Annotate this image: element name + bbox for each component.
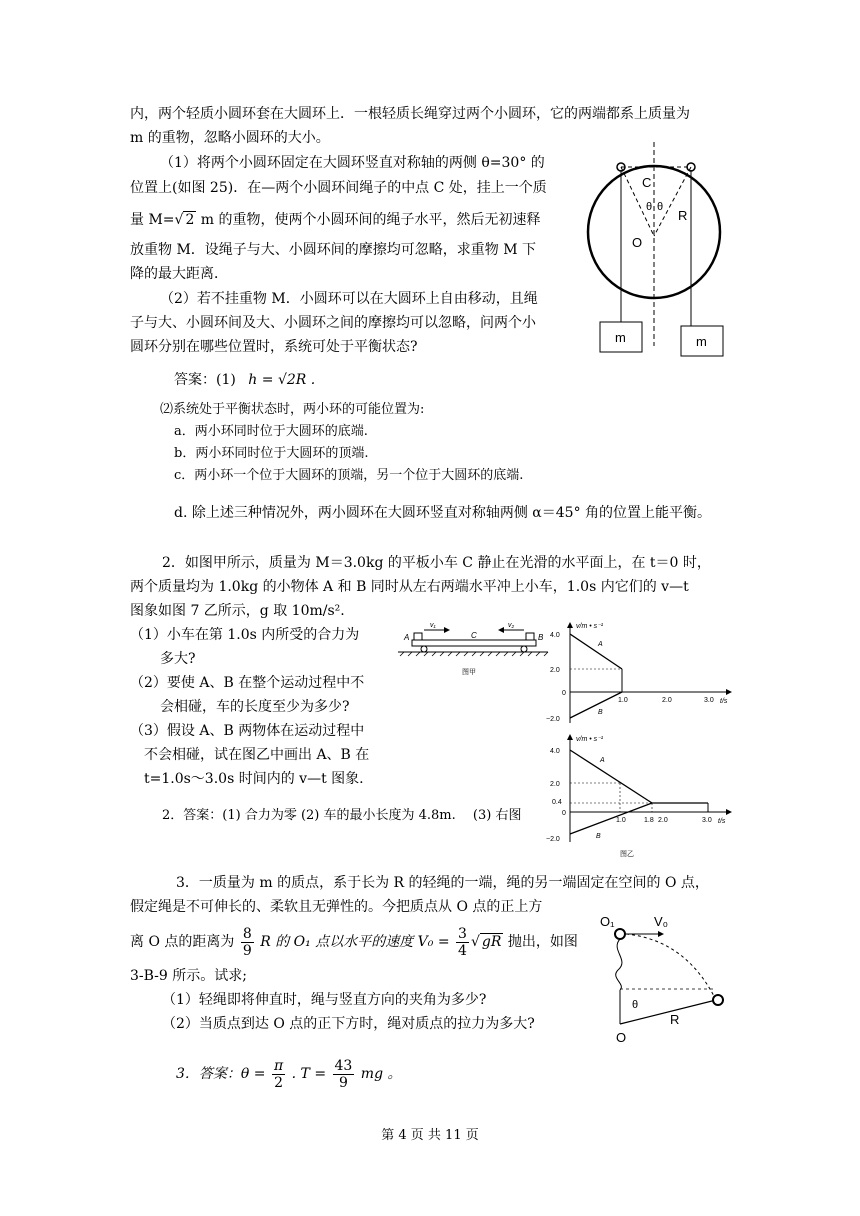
p3-pi-num: π (273, 1057, 284, 1074)
p3-q2: （2）当质点到达 O 点的正下方时，绳对质点的拉力为多大? (162, 1016, 535, 1032)
g1-label-a: A (598, 641, 603, 648)
g1-y-arrow (567, 622, 573, 628)
g1-line-b (570, 692, 622, 718)
ring-figure (584, 140, 734, 362)
p3-line1: 3．一质量为 m 的质点，系于长为 R 的轻绳的一端，绳的另一端固定在空间的 O 点， (176, 875, 709, 891)
ground-hatch (400, 652, 548, 656)
label-m-left: m (615, 330, 626, 345)
label-o: O (632, 235, 643, 250)
cart-label-v2: v₂ (508, 622, 515, 629)
vt-graph-answer (540, 730, 740, 860)
g2-tick-2: 2.0 (550, 781, 560, 788)
g1-tick-0: 0 (562, 690, 566, 697)
particle-end (713, 995, 723, 1005)
g1-tick-3s: 3.0 (704, 697, 714, 704)
p3-fraction-8-9 (241, 926, 254, 959)
p2-q3-line3: t=1.0s～3.0s 时间内的 v—t 图象. (144, 771, 364, 787)
cart-label-b: B (538, 633, 544, 642)
p3-t-num: 43 (334, 1057, 353, 1074)
cart-wheel-right (521, 646, 527, 652)
p3-answer-pi-frac (272, 1058, 285, 1091)
p3-radicand: gR (481, 934, 502, 950)
label-m-right: m (696, 334, 707, 349)
p3-vfrac-den: 4 (458, 942, 467, 959)
p1-answer2-intro: ⑵系统处于平衡状态时，两小环的可能位置为: (160, 402, 425, 417)
p1-q1-mass-radicand: 2 (185, 212, 195, 228)
p3-answer-prefix: 3．答案：θ = (176, 1066, 266, 1082)
arrow-v1-head (444, 627, 450, 633)
cart-label-a: A (404, 633, 410, 642)
p3-line3-suffix: 抛出，如图 (507, 934, 578, 950)
page-footer: 第 4 页 共 11 页 (381, 1128, 479, 1143)
p3-vfrac-num: 3 (458, 925, 467, 942)
cart-label-v1: v₁ (430, 622, 436, 629)
p2-q1-line2: 多大? (160, 651, 196, 667)
g2-tick-minus2: −2.0 (546, 836, 560, 843)
label-theta-left: θ (646, 201, 653, 213)
vt-graph-given (540, 618, 740, 730)
p3-frac-num: 8 (242, 925, 252, 942)
block-a (414, 633, 422, 640)
g2-ylabel: v/m • s⁻¹ (576, 736, 604, 743)
block-b (526, 633, 534, 640)
g2-label-a: A (600, 757, 605, 764)
cart-caption: 图甲 (462, 669, 476, 676)
p2-q2-line1: （2）要使 A、B 在整个运动过程中不 (130, 675, 365, 691)
g1-tick-4: 4.0 (550, 632, 560, 639)
p1-q1-mass-suffix: m 的重物，使两个小圆环间的绳子水平，然后无初速释 (196, 212, 541, 228)
cart-board (412, 640, 536, 646)
g2-x-arrow (726, 809, 732, 815)
cart-wheel-left (421, 646, 427, 652)
g2-tick-2s: 2.0 (658, 817, 668, 824)
p1-intro-line1: 内，两个轻质小圆环套在大圆环上．一根轻质长绳穿过两个小圆环，它的两端都系上质量为 (130, 106, 690, 122)
p1-q2-line3: 圆环分别在哪些位置时，系统可处于平衡状态? (130, 339, 418, 355)
arrow-v2-head (498, 627, 504, 633)
g2-tick-04: 0.4 (552, 799, 562, 806)
label-c: C (642, 175, 652, 190)
p1-answer-formula: h = √2R . (248, 372, 316, 388)
g1-ylabel: v/m • s⁻¹ (576, 623, 604, 630)
p2-answer: 2．答案：(1) 合力为零 (2) 车的最小长度为 4.8m. (3) 右图 (162, 808, 522, 823)
p3-fraction-3-4 (456, 926, 469, 959)
g2-tick-0: 0 (562, 810, 566, 817)
p1-q1-mass-prefix: 量 M= (130, 212, 175, 228)
g1-label-b: B (598, 709, 603, 716)
p3-line3: 离 O 点的距离为 $\frac{8}{9}$ R 的 O₁ 点以水平的速度 V₀ = $\frac{3}{4}$ √ gR 抛出，如图 (130, 925, 578, 959)
p3-frac-den: 9 (242, 942, 252, 959)
p1-answer2-c: c．两小环一个位于大圆环的顶端，另一个位于大圆环的底端. (174, 468, 524, 483)
p1-q1-line4: 放重物 M．设绳子与大、小圆环间的摩擦均可忽略，求重物 M 下 (130, 242, 537, 258)
velocity-arrow-head (658, 931, 664, 937)
label-r: R (678, 208, 688, 223)
g2-line-b (570, 803, 652, 834)
cart-label-c: C (471, 631, 477, 640)
p3-pi-den: 2 (274, 1074, 284, 1091)
p3-line2: 假定绳是不可伸长的、柔软且无弹性的。今把质点从 O 点的正上方 (130, 899, 543, 915)
p1-q1-line2: 位置上(如图 25)．在—两个小圆环间绳子的中点 C 处，挂上一个质 (130, 180, 547, 196)
g1-x-arrow (726, 689, 732, 695)
p1-answer2-d: d. 除上述三种情况外，两小圆环在大圆环竖直对称轴两侧 α＝45° 角的位置上能平衡。 (174, 505, 712, 521)
p1-answer1 (174, 370, 315, 390)
g2-caption: 图乙 (620, 851, 634, 858)
fig-label-r: R (670, 1012, 680, 1027)
fig-label-o: O (616, 1030, 627, 1045)
g1-tick-minus2: −2.0 (546, 716, 560, 723)
p3-t-den: 9 (338, 1074, 348, 1091)
p1-answer2-b: b．两小环同时位于大圆环的顶端. (174, 446, 369, 461)
g1-xlabel: t/s (720, 698, 728, 705)
p2-q3-line1: （3）假设 A、B 两物体在运动过程中 (130, 723, 365, 739)
p3-answer-suffix: mg 。 (360, 1066, 402, 1082)
g2-tick-1s: 1.0 (616, 817, 626, 824)
g2-tick-4: 4.0 (550, 748, 560, 755)
p1-answer2-a: a．两小环同时位于大圆环的底端. (174, 424, 368, 439)
p3-answer-middle: . T = (291, 1066, 327, 1082)
particle-start (615, 929, 625, 939)
slack-rope (616, 939, 622, 990)
p1-intro-line2: m 的重物，忽略小圆环的大小。 (130, 130, 330, 146)
trajectory-dashed (626, 934, 716, 1000)
g2-y-arrow (567, 734, 573, 740)
fig-label-o1: O₁ (600, 914, 615, 929)
p1-q1-line1: （1）将两个小圆环固定在大圆环竖直对称轴的两侧 θ=30° 的 (160, 155, 545, 171)
g1-tick-2: 2.0 (550, 667, 560, 674)
p3-line3-prefix: 离 O 点的距离为 (130, 934, 235, 950)
fig-label-theta: θ (632, 999, 639, 1011)
fig-label-v0: V₀ (654, 914, 669, 929)
g1-tick-1s: 1.0 (618, 697, 628, 704)
p2-q3-line2: 不会相碰，试在图乙中画出 A、B 在 (144, 747, 370, 763)
g2-label-b: B (596, 833, 601, 840)
p3-answer-t-frac (333, 1058, 355, 1091)
p3-q1: （1）轻绳即将伸直时，绳与竖直方向的夹角为多少? (162, 992, 487, 1008)
g2-tick-3s: 3.0 (702, 817, 712, 824)
p2-line2: 两个质量均为 1.0kg 的小物体 A 和 B 同时从左右两端水平冲上小车，1.0s 内它们的 v—t (130, 579, 689, 595)
p1-answer-label: 答案：(1) (174, 372, 236, 388)
g2-xlabel: t/s (718, 818, 726, 825)
p1-q2-line1: （2）若不挂重物 M．小圆环可以在大圆环上自由移动，且绳 (160, 291, 538, 307)
p2-q2-line2: 会相碰，车的长度至少为多少? (160, 699, 350, 715)
p3-answer (176, 1056, 401, 1092)
projectile-figure (596, 910, 736, 1048)
p2-q1-line1: （1）小车在第 1.0s 内所受的合力为 (130, 627, 360, 643)
p1-q1-line5: 降的最大距离． (130, 266, 228, 282)
g2-tick-18s: 1.8 (644, 817, 654, 824)
p1-q1-line3: 量 M=√ 2 m 的重物，使两个小圆环间的绳子水平，然后无初速释 (130, 212, 541, 228)
g2-line-a (570, 750, 652, 803)
p3-line4: 3-B-9 所示。试求; (130, 968, 247, 984)
p3-line3-middle: R 的 O₁ 点以水平的速度 V₀ = (260, 934, 450, 950)
p2-line1: 2．如图甲所示，质量为 M＝3.0kg 的平板小车 C 静止在光滑的水平面上，在 t＝0 时， (162, 555, 711, 571)
g1-line-a (570, 634, 622, 669)
p1-q2-line2: 子与大、小圆环间及大、小圆环之间的摩擦均可以忽略，问两个小 (130, 315, 536, 331)
cart-figure (394, 616, 554, 676)
p2-line3: 图象如图 7 乙所示，g 取 10m/s². (130, 603, 345, 619)
g1-tick-2s: 2.0 (662, 697, 672, 704)
label-theta-right: θ (657, 201, 664, 213)
